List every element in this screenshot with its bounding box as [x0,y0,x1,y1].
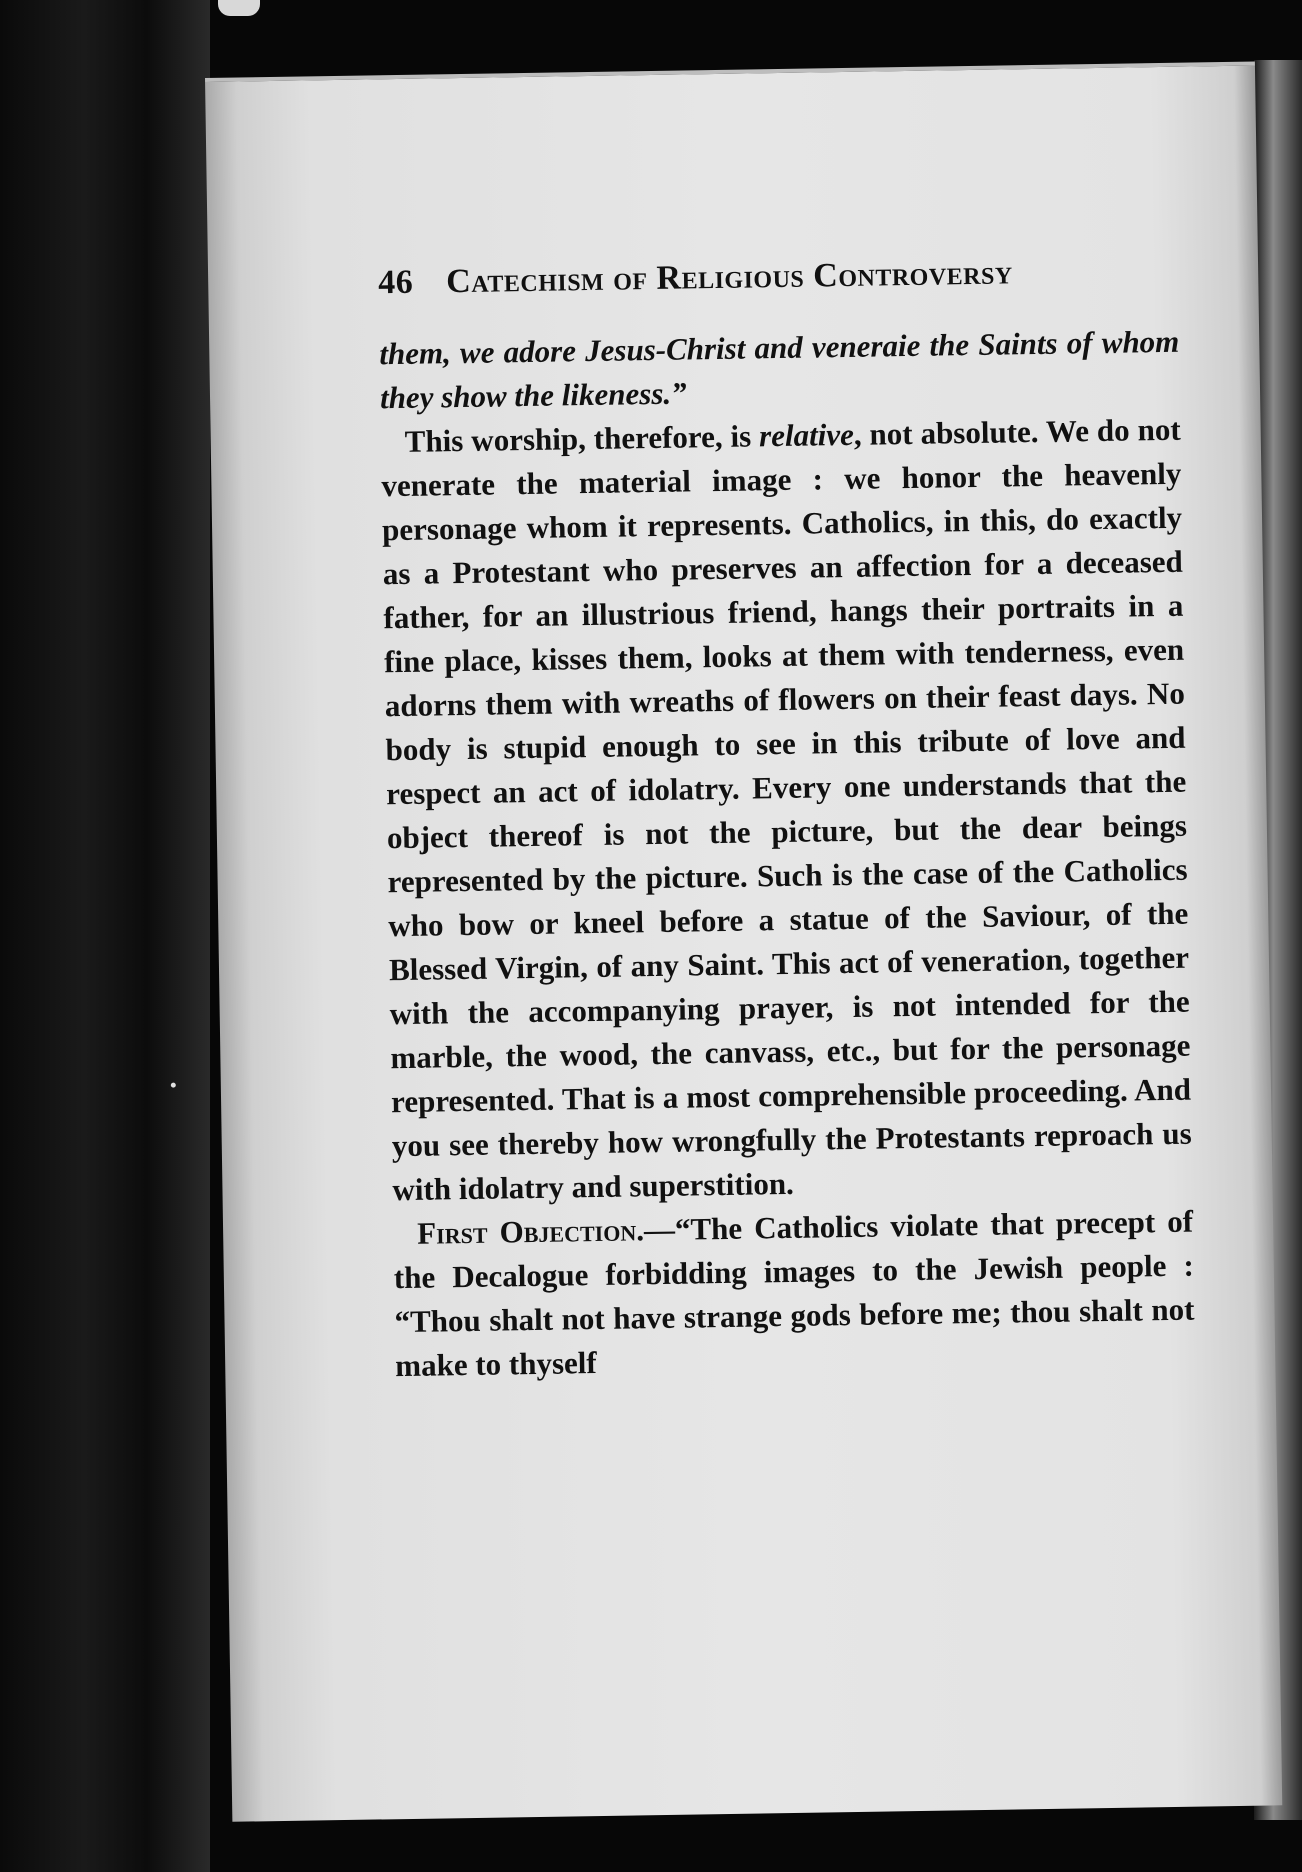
quote-continuation: them, we adore Jesus-Christ and veneraie the Saints of whom they show the likeness.” [379,323,1180,416]
paragraph-first-objection [393,1200,1196,1389]
book-page [205,62,1282,1822]
scan-artifact [218,0,260,16]
running-header [378,252,1178,303]
first-objection-label: First Objection. [416,1212,645,1251]
paragraph-worship-start: This worship, therefore, is [404,418,760,459]
running-title: Catechism of Religious Controversy [445,254,1013,301]
dust-speck [171,1083,176,1088]
emphasis-relative: relative [758,416,855,454]
page-content [378,252,1196,1388]
first-objection-text: —“The Catholics violate that precept of the Decalogue forbidding images to the Jewish people : “Thou shalt not have strange gods before me; thou shalt not make to thyself [393,1203,1195,1384]
page-number: 46 [377,263,414,302]
paragraph-worship [380,408,1192,1212]
paragraph-worship-rest: , not absolute. We do not venerate the material image : we honor the heavenly personage whom it represents. Catholics, in this, do exactly as a Protestant who preserves an affection for a deceased father, for an illustrious friend, hangs their portraits in a fine place, kisses them, looks at them with tenderness, even adorns them with wreaths of flowers on their feast days. No body is stupid enough to see in this tribute of love and respect an act of idolatry. Every one understands that the object thereof is not the picture, but the dear beings represented by the picture. Such is the case of the Catholics who bow or kneel before a statue of the Saviour, of the Blessed Virgin, of any Saint. This act of veneration, together with the accompanying prayer, is not intended for the marble, the wood, the canvass, etc., but for the personage represented. That is a most comprehensible proceeding. And you see thereby how wrongfully the Protestants reproach us with idolatry and superstition. [381,411,1192,1208]
book-spine-shadow [0,0,210,1872]
